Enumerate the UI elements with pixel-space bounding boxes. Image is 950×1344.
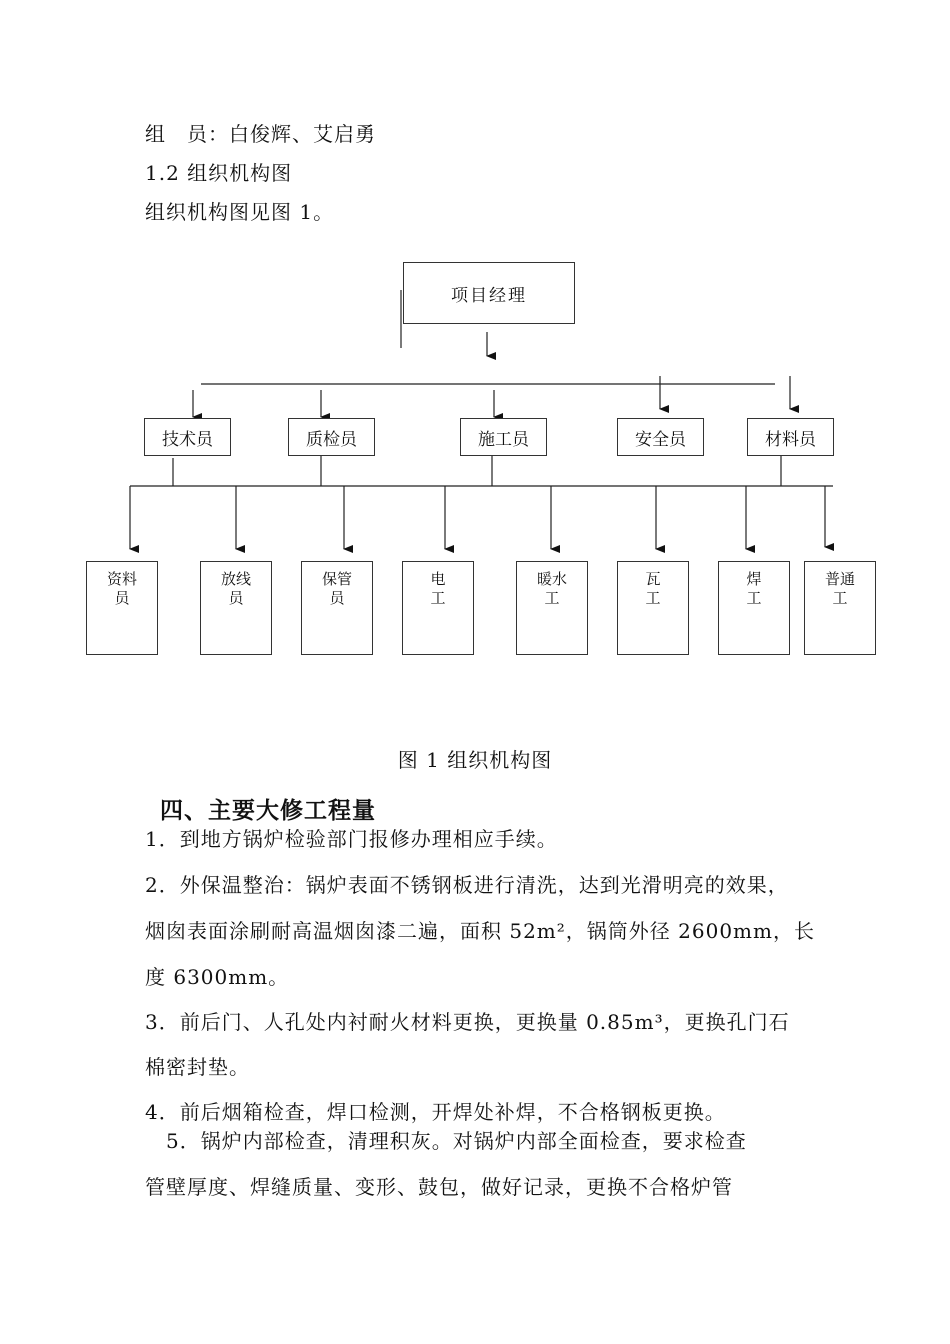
section-heading: 四、主要大修工程量 xyxy=(160,797,376,824)
org-box-technician xyxy=(144,418,231,456)
org-box-records xyxy=(86,561,158,655)
org-box-label: 瓦 工 xyxy=(645,570,661,607)
org-box-storekeeper xyxy=(301,561,373,655)
org-box-project-manager xyxy=(403,262,575,324)
org-box-label: 电 工 xyxy=(430,570,446,607)
org-box-label: 暖水 工 xyxy=(536,570,567,607)
figure-caption: 图 1 组织机构图 xyxy=(397,748,553,772)
org-box-label: 安全员 xyxy=(635,429,686,450)
org-box-label: 资料 员 xyxy=(106,570,137,607)
org-box-label: 普通 工 xyxy=(824,570,855,607)
org-box-label: 施工员 xyxy=(478,429,529,450)
org-box-label: 技术员 xyxy=(162,429,213,450)
org-box-general-worker xyxy=(804,561,876,655)
org-box-label: 材料员 xyxy=(765,429,816,450)
body-line: 1．到地方锅炉检验部门报修办理相应手续。 xyxy=(145,827,558,851)
body-line: 烟囱表面涂刷耐高温烟囱漆二遍，面积 52m²，锅筒外径 2600mm，长 xyxy=(145,919,815,943)
org-box-welder xyxy=(718,561,790,655)
org-box-construction-worker xyxy=(460,418,547,456)
org-box-materials-officer xyxy=(747,418,834,456)
members-line: 组 员：白俊辉、艾启勇 xyxy=(145,122,376,146)
org-box-electrician xyxy=(402,561,474,655)
org-box-label: 项目经理 xyxy=(451,285,527,306)
org-box-label: 质检员 xyxy=(306,429,357,450)
body-line: 2．外保温整治：锅炉表面不锈钢板进行清洗，达到光滑明亮的效果， xyxy=(145,873,789,897)
org-box-label: 保管 员 xyxy=(321,570,352,607)
chart-reference: 组织机构图见图 1。 xyxy=(145,200,335,224)
org-box-surveyor xyxy=(200,561,272,655)
org-box-label: 放线 员 xyxy=(220,570,251,607)
org-box-plumber xyxy=(516,561,588,655)
org-box-safety-officer xyxy=(617,418,704,456)
body-line: 3．前后门、人孔处内衬耐火材料更换，更换量 0.85m³，更换孔门石 xyxy=(145,1010,790,1034)
org-box-quality-inspector xyxy=(288,418,375,456)
org-box-label: 焊 工 xyxy=(746,570,762,607)
section-title: 1.2 组织机构图 xyxy=(145,161,293,185)
org-box-mason xyxy=(617,561,689,655)
body-line: 度 6300mm。 xyxy=(145,965,290,989)
body-line: 5．锅炉内部检查，清理积灰。对锅炉内部全面检查，要求检查 xyxy=(145,1129,747,1153)
body-line: 棉密封垫。 xyxy=(145,1055,250,1079)
body-line: 管壁厚度、焊缝质量、变形、鼓包，做好记录，更换不合格炉管 xyxy=(145,1175,733,1199)
body-line: 4．前后烟箱检查，焊口检测，开焊处补焊，不合格钢板更换。 xyxy=(145,1100,726,1124)
